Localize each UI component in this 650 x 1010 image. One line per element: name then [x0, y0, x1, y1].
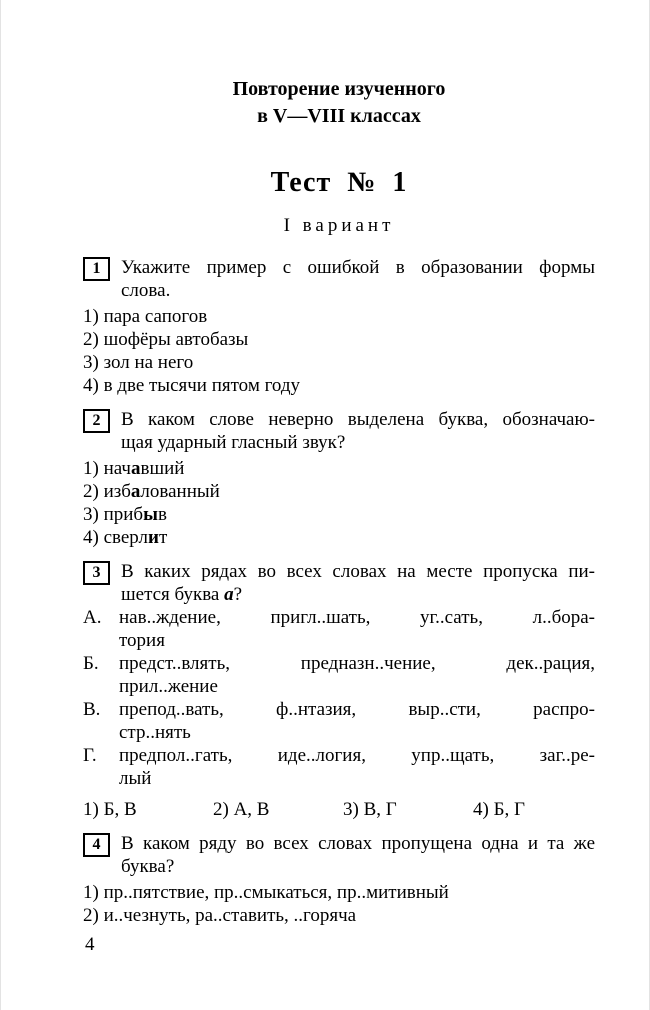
answer-choice: 3) В, Г — [343, 799, 397, 820]
variant-title: I вариант — [283, 215, 395, 236]
option-text: 4) сверл — [83, 527, 149, 548]
question-3-head — [83, 560, 595, 606]
question-2-head — [83, 408, 595, 454]
answer-option — [83, 503, 595, 526]
question-text-line — [121, 583, 595, 606]
question-text-line: В каком слове неверно выделена буква, обозначаю- — [121, 409, 595, 430]
option-text: 2) изб — [83, 481, 131, 502]
question-3-text — [121, 560, 595, 606]
question-text-line: В каком ряду во всех словах пропущена одна и та же — [121, 833, 595, 854]
row-words-line: лый — [119, 768, 152, 789]
row-label: В. — [83, 699, 101, 720]
row-label: А. — [83, 607, 102, 628]
question-text-line: В каких рядах во всех словах на месте пропуска пи- — [121, 561, 595, 582]
word-row-b — [83, 652, 595, 698]
question-2-options — [83, 457, 595, 549]
row-words-line: стр..нять — [119, 722, 191, 743]
book-section-title-line2: в V—VIII классах — [257, 105, 421, 127]
question-text-line: буква? — [121, 856, 175, 877]
row-words — [119, 652, 595, 698]
question-text-part: ? — [233, 584, 243, 605]
answer-option — [83, 457, 595, 480]
option-text: вший — [140, 458, 185, 479]
row-words-line: предст..влять, предназн..чение, дек..рация, — [119, 653, 595, 674]
row-words-line: прил..жение — [119, 676, 218, 697]
question-4 — [83, 832, 595, 927]
question-4-number-box: 4 — [83, 833, 110, 857]
answer-option: 2) шофёры автобазы — [83, 329, 249, 350]
row-words-line: тория — [119, 630, 165, 651]
answer-choice: 4) Б, Г — [473, 799, 525, 820]
question-2 — [83, 408, 595, 549]
question-4-options — [83, 881, 595, 927]
page-number: 4 — [85, 934, 95, 955]
option-text: в — [157, 504, 167, 525]
book-section-title — [83, 76, 595, 130]
word-row-a — [83, 606, 595, 652]
question-text-part: шется буква — [121, 584, 225, 605]
option-text: лованный — [140, 481, 220, 502]
test-title: Тест № 1 — [270, 167, 408, 198]
row-words-line: предпол..гать, иде..логия, упр..щать, заг..ре- — [119, 745, 595, 766]
stressed-letter: и — [148, 527, 159, 548]
answer-option — [83, 480, 595, 503]
stressed-letter: ы — [143, 504, 158, 525]
book-section-title-line1: Повторение изученного — [232, 78, 446, 100]
question-4-head — [83, 832, 595, 878]
answer-option: 2) и..чезнуть, ра..ставить, ..горяча — [83, 905, 357, 926]
answer-option: 3) зол на него — [83, 352, 194, 373]
answer-option: 1) пара сапогов — [83, 306, 208, 327]
question-1-number-box: 1 — [83, 257, 110, 281]
stressed-letter: а — [130, 458, 141, 479]
word-row-v — [83, 698, 595, 744]
word-row-g — [83, 744, 595, 790]
question-text-line: слова. — [121, 280, 171, 301]
answer-choice: 2) А, В — [213, 799, 270, 820]
question-1-options — [83, 305, 595, 397]
option-text: 1) нач — [83, 458, 131, 479]
row-words-line: препод..вать, ф..нтазия, выр..сти, распро- — [119, 699, 595, 720]
question-3 — [83, 560, 595, 821]
question-2-number-box: 2 — [83, 409, 110, 433]
question-text-line: щая ударный гласный звук? — [121, 432, 346, 453]
option-text: т — [159, 527, 168, 548]
answer-choices-row — [83, 798, 595, 821]
stressed-letter: а — [130, 481, 141, 502]
answer-option — [83, 526, 595, 549]
question-1-text — [121, 256, 595, 302]
answer-option: 1) пр..пятствие, пр..смыкаться, пр..митивный — [83, 882, 449, 903]
question-2-text — [121, 408, 595, 454]
question-1 — [83, 256, 595, 397]
question-3-number-box: 3 — [83, 561, 110, 585]
row-words — [119, 698, 595, 744]
option-text: 3) приб — [83, 504, 144, 525]
letter-a-emphasis: а — [224, 584, 234, 605]
question-text-line: Укажите пример с ошибкой в образовании формы — [121, 257, 595, 278]
row-label: Г. — [83, 745, 97, 766]
row-words-line: нав..ждение, пригл..шать, уг..сать, л..бора- — [119, 607, 595, 628]
answer-choice: 1) Б, В — [83, 799, 137, 820]
answer-option: 4) в две тысячи пятом году — [83, 375, 301, 396]
question-4-text — [121, 832, 595, 878]
question-1-head — [83, 256, 595, 302]
row-words — [119, 744, 595, 790]
row-words — [119, 606, 595, 652]
row-label: Б. — [83, 653, 99, 674]
